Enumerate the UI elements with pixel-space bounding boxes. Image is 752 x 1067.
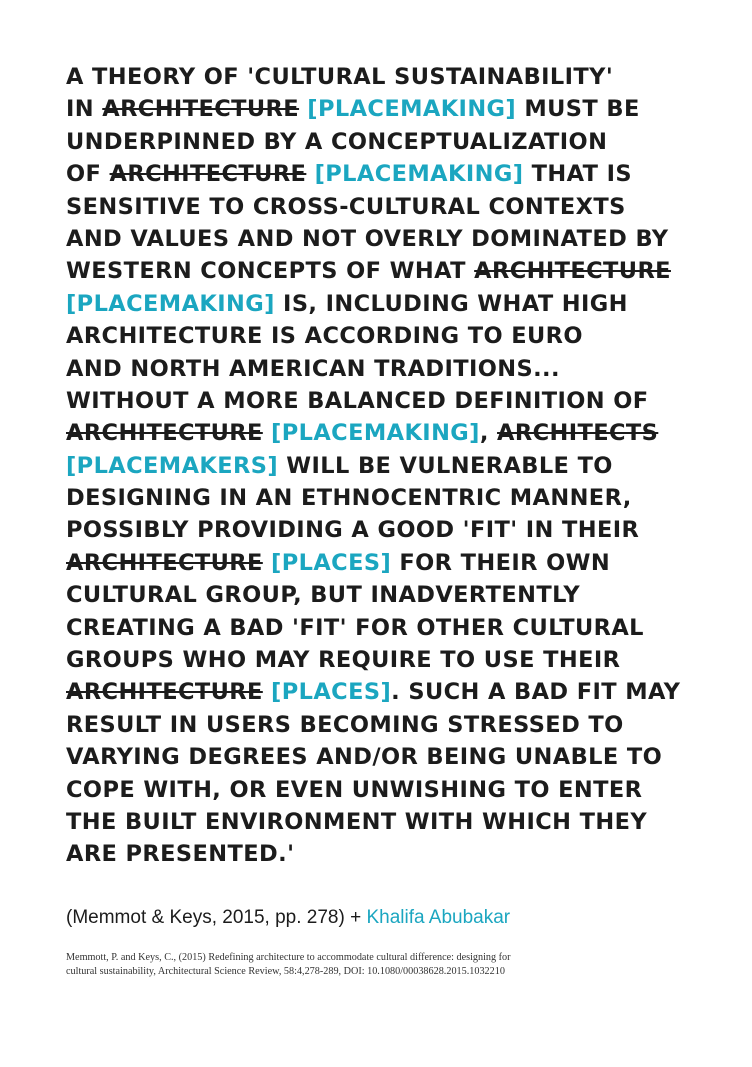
replacement-word: [PLACEMAKING] [307,96,517,123]
struck-word: ARCHITECTURE [66,420,263,447]
struck-word: ARCHITECTURE [102,96,300,123]
quote-line [66,93,726,125]
quote-line [66,676,726,708]
quote-line [66,353,726,385]
struck-word: ARCHITECTURE [66,549,263,576]
quote-text: ARCHITECTURE IS ACCORDING TO EURO [66,323,583,350]
quote-text: GROUPS WHO MAY REQUIRE TO USE THEIR [66,647,621,674]
quote-text: THAT IS [523,161,633,188]
quote-line [66,126,726,158]
struck-word: ARCHITECTURE [474,258,671,285]
quote-text: CULTURAL GROUP, BUT INADVERTENTLY [66,582,581,609]
quote-line [66,61,726,93]
replacement-word: [PLACEMAKING] [314,161,524,188]
quote-line [66,450,726,482]
quote-line [66,547,726,579]
quote-text: . SUCH A BAD FIT MAY [391,679,681,706]
citation-source: (Memmot & Keys, 2015, pp. 278) + [66,907,367,928]
quote-text [263,420,271,446]
quote-text: COPE WITH, OR EVEN UNWISHING TO ENTER [66,776,643,803]
struck-word: ARCHITECTS [497,420,659,447]
quote-line [66,385,726,417]
quote-text: FOR THEIR OWN [391,549,611,576]
reference-line-1: Memmott, P. and Keys, C., (2015) Redefining architecture to accommodate cultural difference: designing for [66,952,511,963]
quote-text: ARE PRESENTED.' [66,841,295,868]
quote-line [66,191,726,223]
quote-text: A THEORY OF 'CULTURAL SUSTAINABILITY' [66,64,614,90]
quote-line [66,838,726,870]
quote-text: WITHOUT A MORE BALANCED DEFINITION OF [66,387,649,414]
quote-text: MUST BE [516,96,640,123]
quote-text: IS, INCLUDING WHAT HIGH [274,290,628,317]
quote-line [66,806,726,838]
quote-text: AND NORTH AMERICAN TRADITIONS... [66,355,560,382]
bibliographic-reference [66,951,586,979]
quote-line [66,579,726,611]
quote-text: POSSIBLY PROVIDING A GOOD 'FIT' IN THEIR [66,517,640,544]
quote-line [66,514,726,546]
replacement-word: [PLACES] [271,679,392,706]
quote-text: IN [66,96,103,123]
quote-line [66,255,726,287]
quote-line [66,158,726,190]
quote-text [263,679,271,705]
quote-text: THE BUILT ENVIRONMENT WITH WHICH THEY [66,808,648,835]
quote-text: AND VALUES AND NOT OVERLY DOMINATED BY [66,225,669,252]
quote-text: DESIGNING IN AN ETHNOCENTRIC MANNER, [66,485,632,512]
quote-block [66,61,726,871]
struck-word: ARCHITECTURE [109,161,307,188]
struck-word: ARCHITECTURE [66,679,263,706]
quote-text: WILL BE VULNERABLE TO [278,452,613,479]
quote-line [66,320,726,352]
quote-text: , [479,420,498,447]
quote-text: CREATING A BAD 'FIT' FOR OTHER CULTURAL [66,614,644,641]
quote-line [66,482,726,514]
quote-text: WESTERN CONCEPTS OF WHAT [66,258,475,285]
quote-text [306,161,314,187]
replacement-word: [PLACES] [271,549,392,576]
quote-line [66,417,726,449]
quote-line [66,774,726,806]
replacement-word: [PLACEMAKING] [66,290,275,317]
quote-line [66,223,726,255]
citation [66,907,726,929]
quote-text: OF [66,161,110,188]
quote-text: UNDERPINNED BY A CONCEPTUALIZATION [66,128,608,155]
quote-line [66,741,726,773]
citation-author: Khalifa Abubakar [366,907,511,928]
quote-line [66,288,726,320]
quote-text: VARYING DEGREES AND/OR BEING UNABLE TO [66,744,663,771]
quote-line [66,709,726,741]
quote-line [66,644,726,676]
quote-line [66,612,726,644]
replacement-word: [PLACEMAKERS] [66,452,279,479]
replacement-word: [PLACEMAKING] [271,420,480,447]
reference-line-2: cultural sustainability, Architectural Science Review, 58:4,278-289, DOI: 10.1080/00038628.2015.1032210 [66,966,505,977]
quote-text: SENSITIVE TO CROSS-CULTURAL CONTEXTS [66,193,626,220]
quote-text [263,550,271,576]
quote-text: RESULT IN USERS BECOMING STRESSED TO [66,711,624,738]
